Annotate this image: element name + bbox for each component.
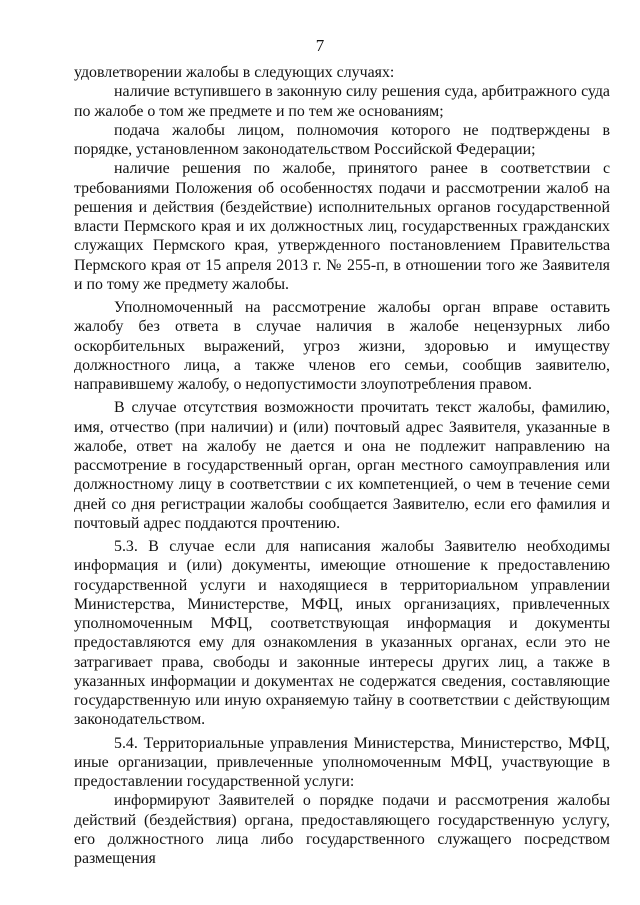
paragraph-inform-applicants: информируют Заявителей о порядке подачи и рассмотрения жалобы действий (бездействия) органа, предоставляющего государственную услугу, его должностного лица либо государственного служащего посредством размещения [74, 792, 610, 867]
paragraph-court-decision: наличие вступившего в законную силу решения суда, арбитражного суда по жалобе о том же предмете и по тем же основаниям; [74, 83, 610, 120]
document-body [74, 63, 610, 868]
page-number: 7 [315, 36, 325, 55]
paragraph-section-5-3: 5.3. В случае если для написания жалобы Заявителю необходимы информация и (или) документы, имеющие отношение к предоставлению государственной услуги и находящиеся в территориальном управлении Министерства, Министерстве, МФЦ, иных организациях, привлеченных уполномоченным МФЦ, соответствующая информация и документы предоставляются ему для ознакомления в указанных органах, если это не затрагивает права, свободы и законные интересы других лиц, а также в указанных информации и документах не содержатся сведения, составляющие государственную или иную охраняемую тайну в соответствии с действующим законодательством. [74, 538, 610, 729]
paragraph-unreadable-text: В случае отсутствия возможности прочитать текст жалобы, фамилию, имя, отчество (при наличии) и (или) почтовый адрес Заявителя, указанные в жалобе, ответ на жалобу не дается и она не подлежит направлению на рассмотрение в государственный орган, орган местного самоуправления или должностному лицу в соответствии с их компетенцией, о чем в течение семи дней со дня регистрации жалобы сообщается Заявителю, если его фамилия и почтовый адрес поддаются прочтению. [74, 399, 610, 532]
paragraph-section-5-4: 5.4. Территориальные управления Министерства, Министерство, МФЦ, иные организации, привлеченные уполномоченным МФЦ, участвующие в предоставлении государственной услуги: [74, 734, 610, 790]
paragraph-obscene-content: Уполномоченный на рассмотрение жалобы орган вправе оставить жалобу без ответа в случае наличия в жалобе нецензурных либо оскорбительных выражений, угроз жизни, здоровью и имуществу должностного лица, а также членов его семьи, сообщив заявителю, направившему жалобу, о недопустимости злоупотребления правом. [74, 299, 610, 393]
paragraph-unconfirmed-authority: подача жалобы лицом, полномочия которого не подтверждены в порядке, установленном законодательством Российской Федерации; [74, 121, 610, 158]
paragraph-continuation: удовлетворении жалобы в следующих случаях: [74, 64, 395, 81]
paragraph-previous-decision: наличие решения по жалобе, принятого ранее в соответствии с требованиями Положения об особенностях подачи и рассмотрении жалоб на решения и действия (бездействие) исполнительных органов государственной власти Пермского края и их должностных лиц, государственных гражданских служащих Пермского края, утвержденного постановлением Правительства Пермского края от 15 апреля 2013 г. № 255-п, в отношении того же Заявителя и по тому же предмету жалобы. [74, 160, 610, 293]
